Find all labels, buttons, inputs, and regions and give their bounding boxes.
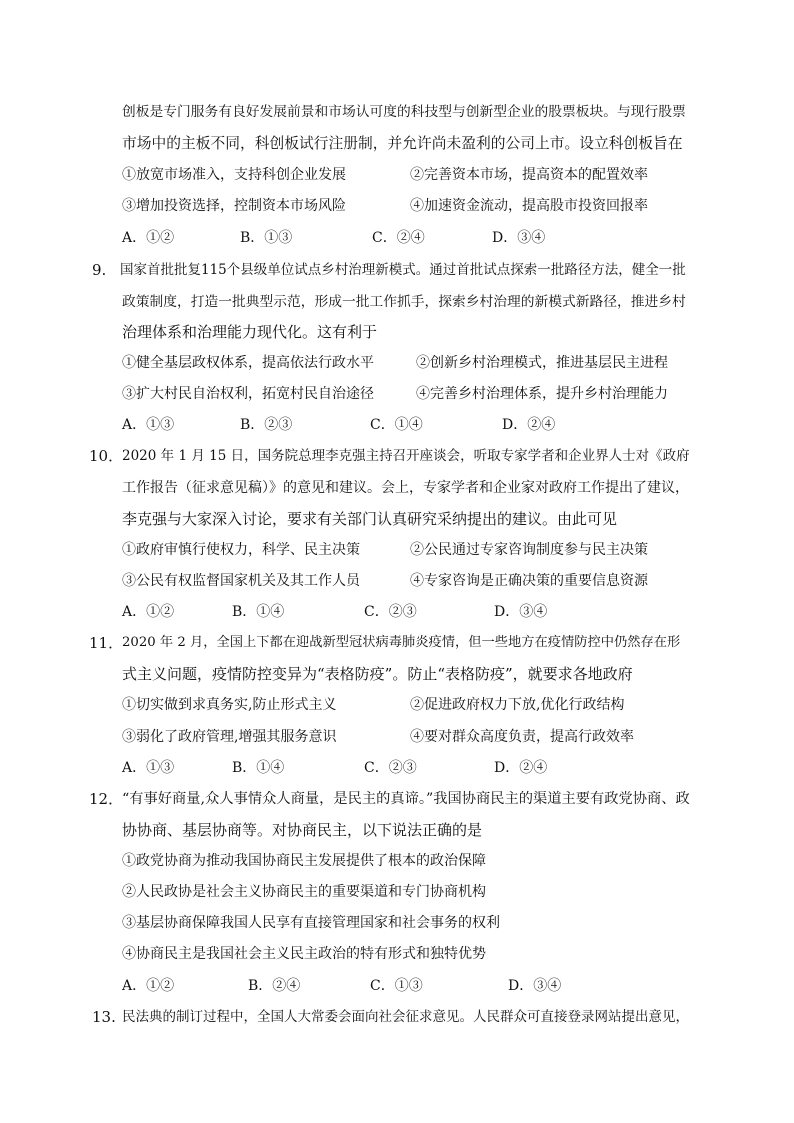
question-8-text-line-2: 市场中的主板不同，科创板试行注册制，并允许尚未盈利的公司上市。设立科创板旨在 (122, 135, 683, 152)
question-10-number: 10． (89, 447, 124, 465)
question-8-text-line-1: 创板是专门服务有良好发展前景和市场认可度的科技型与创新型企业的股票板块。与现行股票 (122, 104, 686, 120)
question-11-answer-b: B．①④ (232, 760, 285, 776)
question-12-text-line-2: 协协商、基层协商等。对协商民主，以下说法正确的是 (122, 821, 483, 839)
question-8-option-3: ③增加投资选择，控制资本市场风险 (122, 198, 346, 214)
question-10-text-line-2: 工作报告（征求意见稿）》的意见和建议。会上，专家学者和企业家对政府工作提出了建议， (122, 480, 689, 496)
question-9-text-line-1: 国家首批批复115个县级单位试点乡村治理新模式。通过首批试点探索一批路径方法，健全一批 (120, 262, 686, 278)
question-8-answer-d: D．③④ (492, 230, 546, 246)
question-9-text-line-2: 政策制度，打造一批典型示范，形成一批工作抓手，探索乡村治理的新模式新路径，推进乡村 (122, 294, 686, 310)
question-9-answer-a: A．①③ (122, 417, 175, 433)
question-8-option-1: ①放宽市场准入，支持科创企业发展 (122, 167, 346, 183)
question-8-answer-a: A．①② (122, 230, 175, 246)
question-10-answer-c: C．②③ (364, 604, 417, 620)
question-11-text-line-1: 2020 年 2 月，全国上下都在迎战新型冠状病毒肺炎疫情，但一些地方在疫情防控中仍然存在形 (122, 635, 681, 650)
question-12-option-3: ③基层协商保障我国人民享有直接管理国家和社会事务的权利 (122, 915, 500, 931)
question-11-answer-c: C．②③ (364, 760, 417, 776)
question-9-option-4: ④完善乡村治理体系，提升乡村治理能力 (416, 386, 668, 402)
question-10-answer-b: B．①④ (232, 604, 285, 620)
question-11-option-1: ①切实做到求真务实,防止形式主义 (122, 697, 337, 713)
question-8-option-2: ②完善资本市场，提高资本的配置效率 (410, 167, 648, 183)
question-8-option-4: ④加速资金流动，提高股市投资回报率 (410, 198, 648, 214)
question-9-text-line-3: 治理体系和治理能力现代化。这有利于 (122, 323, 378, 341)
question-13-text-line-1: 民法典的制订过程中，全国人大常委会面向社会征求意见。人民群众可直接登录网站提出意见， (122, 1009, 689, 1025)
question-9-answer-c: C．①④ (370, 417, 423, 433)
question-11-answer-a: A．①③ (122, 760, 175, 776)
question-9-answer-b: B．②③ (240, 417, 293, 433)
question-11-answer-d: D．②④ (494, 760, 548, 776)
question-12-number: 12． (89, 790, 124, 808)
question-12-answer-b: B．②④ (248, 978, 301, 994)
question-9-option-1: ①健全基层政权体系，提高依法行政水平 (122, 355, 374, 371)
question-12-option-4: ④协商民主是我国社会主义民主政治的特有形式和独特优势 (122, 946, 486, 962)
question-12-answer-a: A．①② (122, 978, 175, 994)
question-10-answer-a: A．①② (122, 604, 175, 620)
question-10-option-2: ②公民通过专家咨询制度参与民主决策 (410, 542, 648, 558)
question-13-number: 13. (92, 1008, 116, 1026)
question-10-text-line-3: 李克强与大家深入讨论，要求有关部门认真研究采纳提出的建议。由此可见 (122, 510, 618, 528)
question-11-option-4: ④要对群众高度负责，提高行政效率 (410, 729, 634, 745)
question-10-text-line-1: 2020 年 1 月 15 日，国务院总理李克强主持召开座谈会，听取专家学者和企业界人士对《政府 (122, 448, 690, 464)
question-8-answer-c: C．②④ (372, 230, 425, 246)
question-12-answer-c: C．①③ (370, 978, 423, 994)
question-12-option-2: ②人民政协是社会主义协商民主的重要渠道和专门协商机构 (122, 884, 486, 900)
question-11-option-2: ②促进政府权力下放,优化行政结构 (410, 697, 625, 713)
question-8-answer-b: B．①③ (240, 230, 293, 246)
question-9-answer-d: D．②④ (502, 417, 556, 433)
question-11-text-line-2: 式主义问题，疫情防控变异为“表格防疫”。防止“表格防疫”，就要求各地政府 (122, 665, 633, 683)
question-9-number: 9. (92, 261, 107, 279)
question-10-answer-d: D．③④ (494, 604, 548, 620)
question-10-option-4: ④专家咨询是正确决策的重要信息资源 (410, 573, 648, 589)
question-11-option-3: ③弱化了政府管理,增强其服务意识 (122, 729, 337, 745)
question-10-option-1: ①政府审慎行使权力，科学、民主决策 (122, 542, 360, 558)
question-9-option-2: ②创新乡村治理模式，推进基层民主进程 (416, 355, 668, 371)
question-12-text-line-1: “有事好商量,众人事情众人商量，是民主的真谛。”我国协商民主的渠道主要有政党协商、政 (122, 791, 690, 807)
question-9-option-3: ③扩大村民自治权利，拓宽村民自治途径 (122, 386, 374, 402)
question-12-answer-d: D．③④ (508, 978, 562, 994)
question-11-number: 11． (89, 634, 124, 652)
question-12-option-1: ①政党协商为推动我国协商民主发展提供了根本的政治保障 (122, 853, 486, 869)
question-10-option-3: ③公民有权监督国家机关及其工作人员 (122, 573, 360, 589)
